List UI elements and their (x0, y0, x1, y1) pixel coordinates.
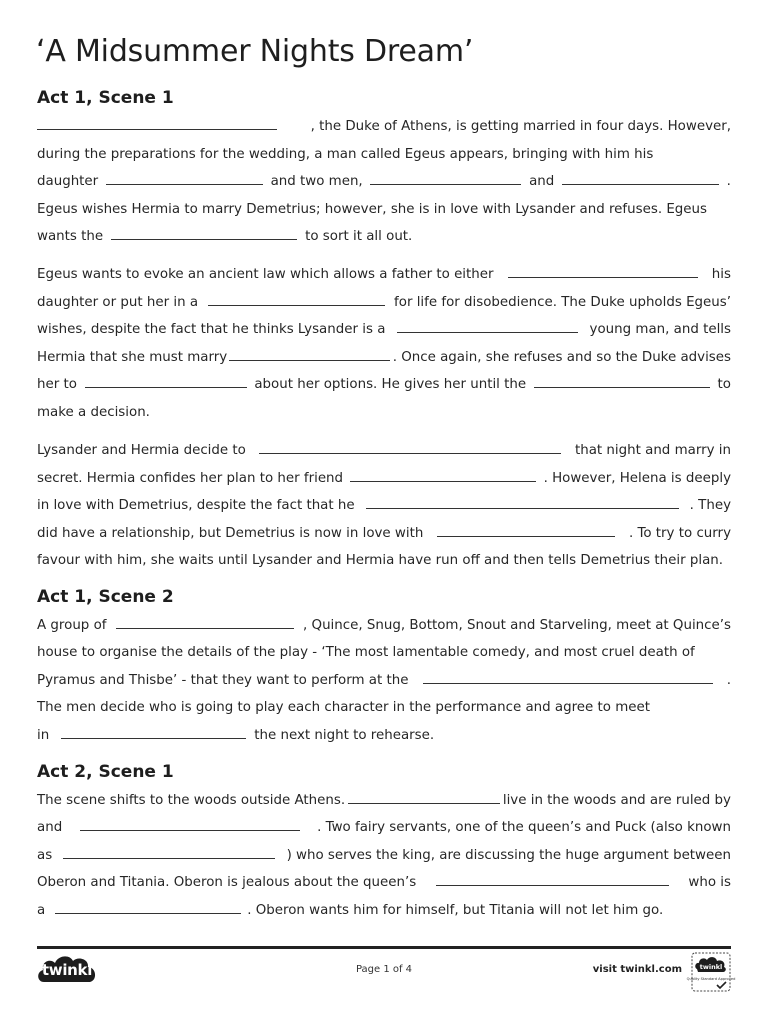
text-line: The scene shifts to the woods outside Athens. live in the woods and are ruled by (37, 793, 731, 808)
answer-blank[interactable] (61, 726, 246, 739)
answer-blank[interactable] (85, 375, 247, 388)
text-line: A group of , Quince, Snug, Bottom, Snout and Starveling, meet at Quince’s (37, 618, 731, 633)
badge-icon (686, 951, 736, 993)
text-line: daughter and two men, and . (37, 174, 731, 189)
text-line: her to about her options. He gives her until the to (37, 377, 731, 392)
answer-blank[interactable] (111, 227, 297, 240)
svg-text:Quality Standard Approved: Quality Standard Approved (686, 977, 736, 981)
answer-blank[interactable] (55, 901, 241, 914)
text-line: during the preparations for the wedding, a man called Egeus appears, bringing with him his (37, 147, 654, 162)
text-line: a . Oberon wants him for himself, but Titania will not let him go. (37, 903, 664, 918)
text-line: did have a relationship, but Demetrius is now in love with . To try to curry (37, 526, 731, 541)
text-line: secret. Hermia confides her plan to her friend . However, Helena is deeply (37, 471, 731, 486)
answer-blank[interactable] (423, 671, 713, 684)
answer-blank[interactable] (370, 172, 521, 185)
text-line: , the Duke of Athens, is getting married in four days. However, (37, 117, 731, 137)
text-line: house to organise the details of the play - ‘The most lamentable comedy, and most cruel death of (37, 645, 695, 660)
text-line: Hermia that she must marry . Once again, she refuses and so the Duke advises (37, 350, 731, 365)
text-line: wishes, despite the fact that he thinks Lysander is a young man, and tells (37, 322, 731, 337)
text-line: wants the to sort it all out. (37, 229, 413, 244)
answer-blank[interactable] (562, 172, 719, 185)
answer-blank[interactable] (508, 265, 698, 278)
answer-blank[interactable] (534, 375, 710, 388)
text-line: Egeus wishes Hermia to marry Demetrius; however, she is in love with Lysander and refuses. Egeus (37, 202, 707, 217)
page-title: ‘A Midsummer Nights Dream’ (36, 34, 474, 69)
section-heading-act1-scene2: Act 1, Scene 2 (37, 587, 174, 607)
answer-blank[interactable] (80, 818, 300, 831)
answer-blank[interactable] (350, 469, 536, 482)
text-line: daughter or put her in a for life for disobedience. The Duke upholds Egeus’ (37, 295, 731, 310)
answer-blank[interactable] (106, 172, 263, 185)
answer-blank[interactable] (437, 524, 615, 537)
answer-blank[interactable] (397, 320, 578, 333)
answer-blank[interactable] (366, 496, 679, 509)
text-line: Lysander and Hermia decide to that night and marry in (37, 443, 731, 458)
twinkl-website-link[interactable]: visit twinkl.com (592, 964, 682, 975)
text-line: and . Two fairy servants, one of the queen’s and Puck (also known (37, 820, 731, 835)
section-heading-act1-scene1: Act 1, Scene 1 (37, 88, 174, 108)
text-line: The men decide who is going to play each character in the performance and agree to meet (37, 700, 651, 715)
text-line: Egeus wants to evoke an ancient law which allows a father to either his (37, 267, 731, 282)
answer-blank[interactable] (348, 791, 500, 804)
page-number: Page 1 of 4 (355, 964, 413, 975)
section-heading-act2-scene1: Act 2, Scene 1 (37, 762, 174, 782)
answer-blank[interactable] (229, 348, 390, 361)
text-line: as ) who serves the king, are discussing the huge argument between (37, 848, 731, 863)
text-line: favour with him, she waits until Lysander and Hermia have run off and then tells Demetrius their plan. (37, 553, 724, 568)
text-line: Pyramus and Thisbe’ - that they want to perform at the . (37, 673, 731, 688)
answer-blank[interactable] (63, 846, 275, 859)
answer-blank[interactable] (259, 441, 561, 454)
twinkl-logo[interactable]: twinkl (36, 952, 98, 988)
text-line: make a decision. (37, 405, 150, 420)
text-line: in the next night to rehearse. (37, 728, 435, 743)
answer-blank[interactable] (436, 873, 669, 886)
svg-text:twinkl: twinkl (699, 963, 723, 971)
text-line: in love with Demetrius, despite the fact that he . They (37, 498, 731, 513)
quality-standard-badge (686, 951, 736, 993)
answer-blank[interactable] (208, 293, 385, 306)
text-line: Oberon and Titania. Oberon is jealous about the queen’s who is (37, 875, 731, 890)
answer-blank[interactable] (37, 117, 277, 130)
answer-blank[interactable] (116, 616, 294, 629)
footer-divider (37, 946, 731, 949)
